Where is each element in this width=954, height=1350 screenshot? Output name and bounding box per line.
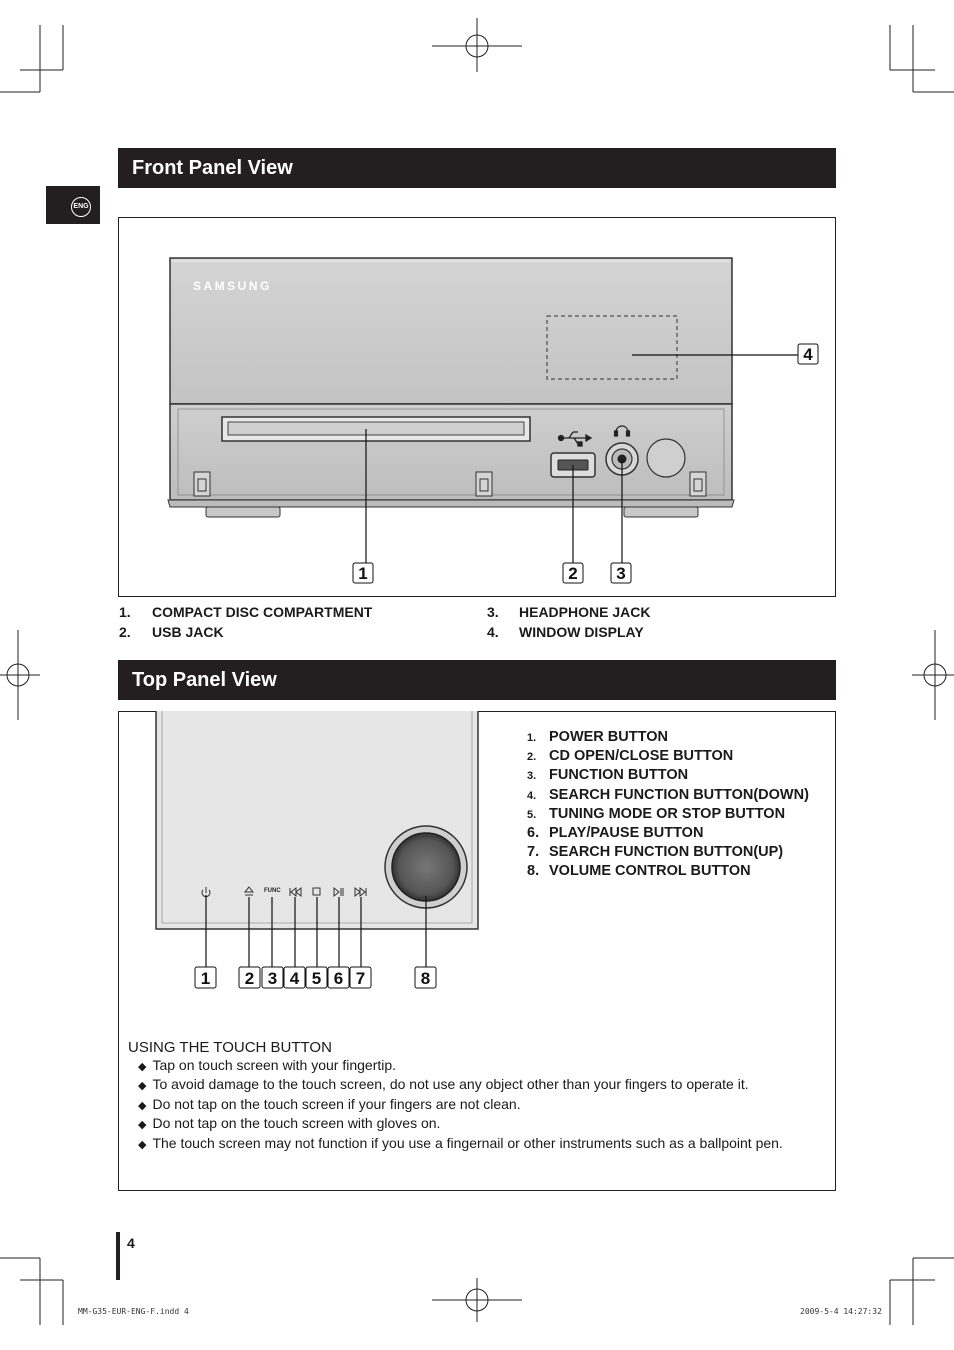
- top-callout-3: 3: [267, 969, 278, 988]
- top-callout-4: 4: [289, 969, 300, 988]
- legend-headphone-jack: HEADPHONE JACK: [519, 604, 651, 620]
- legend-compact-disc: COMPACT DISC COMPARTMENT: [152, 604, 373, 620]
- top-callout-6: 6: [333, 969, 344, 988]
- touch-bullet: ◆ The touch screen may not function if you use a fingernail or other instruments such as a ballpoint pen.: [138, 1135, 783, 1154]
- top-panel-title: Top Panel View: [118, 660, 836, 700]
- legend-usb-jack: USB JACK: [152, 624, 224, 640]
- func-label: FUNC: [264, 888, 281, 894]
- footer-timestamp: 2009-5-4 14:27:32: [800, 1307, 882, 1316]
- top-callout-1: 1: [200, 969, 211, 988]
- top-callout-7: 7: [355, 969, 366, 988]
- top-item-4: 4. SEARCH FUNCTION BUTTON(DOWN): [527, 787, 809, 803]
- footer-file-name: MM-G35-EUR-ENG-F.indd 4: [78, 1307, 189, 1316]
- volume-knob: [385, 826, 467, 908]
- top-item-5: 5. TUNING MODE OR STOP BUTTON: [527, 806, 786, 822]
- top-callout-2: 2: [244, 969, 255, 988]
- top-item-7: 7. SEARCH FUNCTION BUTTON(UP): [527, 844, 784, 860]
- language-tab-label: ENG: [71, 197, 91, 217]
- top-callout-8: 8: [420, 969, 431, 988]
- touch-bullet: ◆ To avoid damage to the touch screen, do not use any object other than your fingers to operate it.: [138, 1076, 783, 1095]
- touch-bullet: ◆ Do not tap on the touch screen if your fingers are not clean.: [138, 1096, 783, 1115]
- legend-num-2: 2.: [119, 624, 131, 640]
- front-callout-3: 3: [616, 564, 626, 583]
- top-item-2: 2. CD OPEN/CLOSE BUTTON: [527, 748, 734, 764]
- touch-bullet: ◆ Do not tap on the touch screen with gloves on.: [138, 1115, 783, 1134]
- top-item-6: 6. PLAY/PAUSE BUTTON: [527, 825, 704, 841]
- touch-section-title: USING THE TOUCH BUTTON: [128, 1039, 332, 1056]
- top-item-3: 3. FUNCTION BUTTON: [527, 767, 689, 783]
- remote-sensor: [647, 439, 685, 477]
- front-callout-2: 2: [568, 564, 578, 583]
- touch-bullet-list: [138, 1057, 783, 1154]
- front-callout-1: 1: [358, 564, 368, 583]
- legend-num-1: 1.: [119, 604, 131, 620]
- top-callout-5: 5: [311, 969, 322, 988]
- touch-bullet: ◆ Tap on touch screen with your fingertip.: [138, 1057, 783, 1076]
- top-panel-illustration: [118, 711, 518, 1001]
- legend-window-display: WINDOW DISPLAY: [519, 624, 644, 640]
- front-panel-illustration: [118, 217, 836, 597]
- front-callout-4: 4: [803, 345, 813, 364]
- top-item-1: 1. POWER BUTTON: [527, 729, 668, 745]
- page-number: 4: [127, 1235, 135, 1251]
- top-item-8: 8. VOLUME CONTROL BUTTON: [527, 863, 751, 879]
- legend-num-4: 4.: [487, 624, 499, 640]
- legend-num-3: 3.: [487, 604, 499, 620]
- page-number-bar: [116, 1232, 120, 1280]
- front-panel-title: Front Panel View: [118, 148, 836, 188]
- samsung-logo: SAMSUNG: [193, 279, 272, 293]
